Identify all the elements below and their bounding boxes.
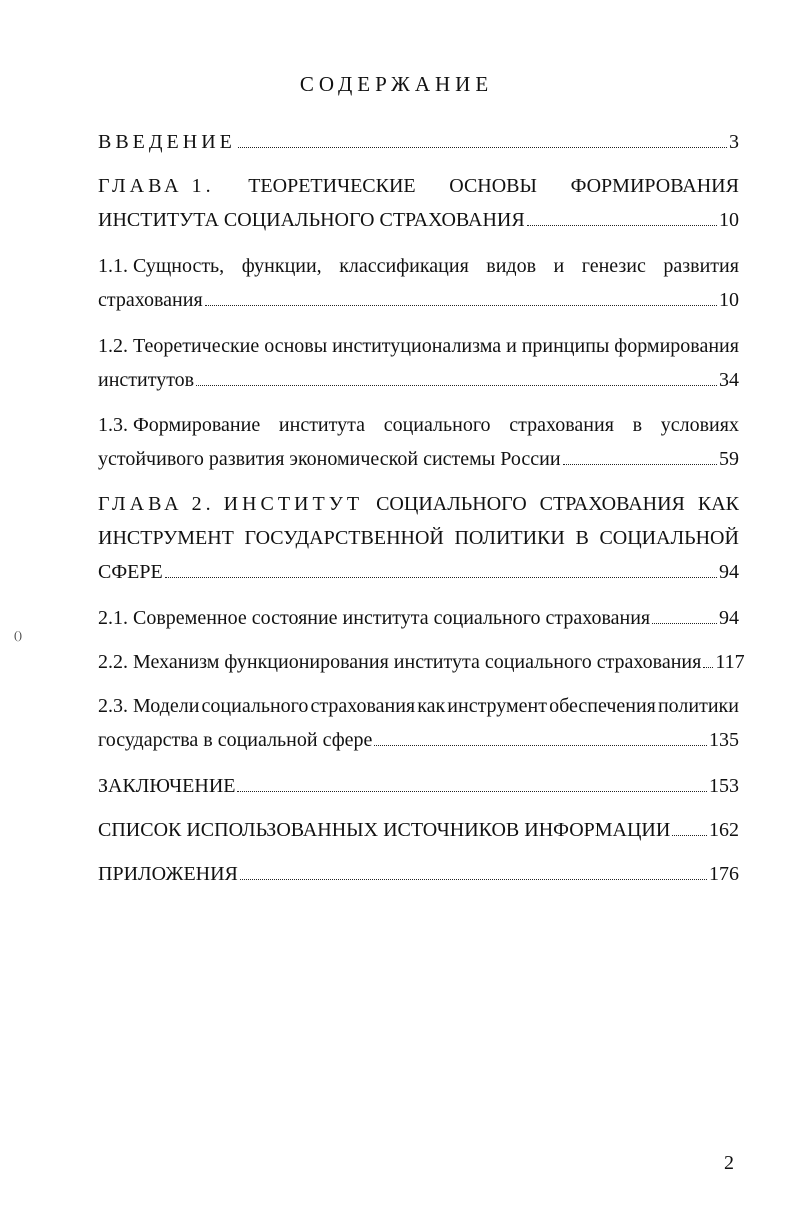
toc-word: ФОРМИРОВАНИЯ (570, 175, 739, 197)
toc-page-number: 176 (709, 863, 739, 885)
toc-entry-label: ПРИЛОЖЕНИЯ (98, 863, 238, 885)
toc-page-number: 10 (719, 209, 739, 231)
toc-word: институционализма (332, 335, 502, 357)
toc-word: ОСНОВЫ (449, 175, 537, 197)
toc-word: КАК (697, 493, 739, 515)
toc-entry-line (98, 256, 739, 280)
dot-leader (374, 744, 707, 746)
toc-word: ГЛАВА 2. ИНСТИТУТ (98, 493, 364, 515)
toc-word: 1.3. Формирование (98, 414, 261, 436)
toc-page-number: 94 (719, 561, 739, 583)
toc-word: развития (663, 255, 739, 277)
toc-page-number: 153 (709, 775, 739, 797)
toc-word: В (575, 527, 589, 549)
toc-word: и (553, 255, 565, 277)
toc-entry-appendices[interactable] (98, 864, 739, 888)
toc-entry-line (98, 696, 739, 720)
toc-word: и (506, 335, 517, 357)
margin-mark: () (14, 628, 22, 642)
toc-page-number: 10 (719, 289, 739, 311)
toc-entry-label: страхования (98, 289, 203, 311)
dot-leader (238, 146, 727, 148)
dot-leader (196, 384, 717, 386)
toc-word: социального (201, 695, 309, 717)
toc-entry-chapter-1[interactable] (98, 176, 739, 234)
toc-entry-label: ЗАКЛЮЧЕНИЕ (98, 775, 236, 797)
toc-word: ГЛАВА 1. (98, 175, 215, 197)
toc-entry-chapter-2[interactable] (98, 494, 739, 586)
toc-word: СОЦИАЛЬНОЙ (599, 527, 739, 549)
toc-word: в (632, 414, 643, 436)
toc-entry-2-2[interactable] (98, 651, 745, 676)
toc-page-number: 34 (719, 369, 739, 391)
toc-entry-label: 2.2. Механизм функционирования института социального страхования (98, 651, 702, 673)
dot-leader (703, 666, 713, 668)
toc-entry-label: государства в социальной сфере (98, 729, 373, 751)
page-number: 2 (724, 1152, 734, 1174)
toc-word: условиях (660, 414, 739, 436)
toc-word: генезис (581, 255, 646, 277)
toc-entry-label: ВВЕДЕНИЕ (98, 131, 236, 153)
toc-word: ИНСТРУМЕНТ (98, 527, 234, 549)
dot-leader (205, 304, 717, 306)
toc-entry-introduction[interactable] (98, 132, 739, 156)
toc-entry-label: ИНСТИТУТА СОЦИАЛЬНОГО СТРАХОВАНИЯ (98, 209, 525, 231)
dot-leader (652, 622, 717, 624)
toc-word: формирования (614, 335, 739, 357)
toc-page-number: 162 (709, 819, 739, 841)
toc-entry-1-3[interactable] (98, 415, 739, 473)
toc-word: страхования (509, 414, 614, 436)
toc-entry-line (98, 415, 739, 439)
toc-entry-line (98, 336, 739, 360)
dot-leader (563, 463, 717, 465)
toc-word: ПОЛИТИКИ (454, 527, 565, 549)
toc-word: страхования (310, 695, 416, 717)
toc-word: 1.1. Сущность, (98, 255, 225, 277)
toc-entry-line (98, 528, 739, 552)
toc-entry-1-2[interactable] (98, 336, 739, 394)
toc-word: 2.3. Модели (98, 695, 200, 717)
toc-page-number: 59 (719, 448, 739, 470)
toc-page-number: 135 (709, 729, 739, 751)
dot-leader (237, 790, 707, 792)
toc-word: классификация (339, 255, 469, 277)
toc-word: функции, (241, 255, 322, 277)
toc-entry-references[interactable] (98, 820, 739, 844)
toc-entry-label: устойчивого развития экономической системы России (98, 448, 561, 470)
toc-entry-1-1[interactable] (98, 256, 739, 314)
toc-word: принципы (521, 335, 610, 357)
toc-word: социального (383, 414, 491, 436)
toc-word: инструмент (447, 695, 547, 717)
dot-leader (527, 224, 717, 226)
toc-entry-label: СПИСОК ИСПОЛЬЗОВАННЫХ ИСТОЧНИКОВ ИНФОРМАЦИИ (98, 819, 671, 841)
dot-leader (240, 878, 707, 880)
toc-word: СОЦИАЛЬНОГО (376, 493, 527, 515)
toc-word: 1.2. Теоретические (98, 335, 260, 357)
toc-page-number: 94 (719, 607, 739, 629)
page-title: СОДЕРЖАНИЕ (299, 72, 494, 96)
toc-word: СТРАХОВАНИЯ (539, 493, 685, 515)
toc-entry-label: 2.1. Современное состояние института социального страхования (98, 607, 651, 629)
toc-word: видов (486, 255, 537, 277)
toc-entry-line (98, 176, 739, 200)
toc-page-number: 117 (715, 651, 745, 673)
toc-word: политики (657, 695, 739, 717)
toc-entry-label: СФЕРЕ (98, 561, 163, 583)
toc-word: института (278, 414, 365, 436)
toc-word: ГОСУДАРСТВЕННОЙ (244, 527, 444, 549)
dot-leader (165, 576, 717, 578)
toc-word: как (417, 695, 446, 717)
toc-word: ТЕОРЕТИЧЕСКИЕ (248, 175, 416, 197)
toc-entry-2-1[interactable] (98, 608, 739, 632)
dot-leader (672, 834, 707, 836)
toc-entry-2-3[interactable] (98, 696, 739, 754)
toc-entry-line (98, 494, 739, 518)
toc-word: основы (264, 335, 328, 357)
toc-entry-conclusion[interactable] (98, 776, 739, 800)
toc-entry-label: институтов (98, 369, 195, 391)
toc-word: обеспечения (549, 695, 656, 717)
toc-page-number: 3 (729, 131, 739, 153)
